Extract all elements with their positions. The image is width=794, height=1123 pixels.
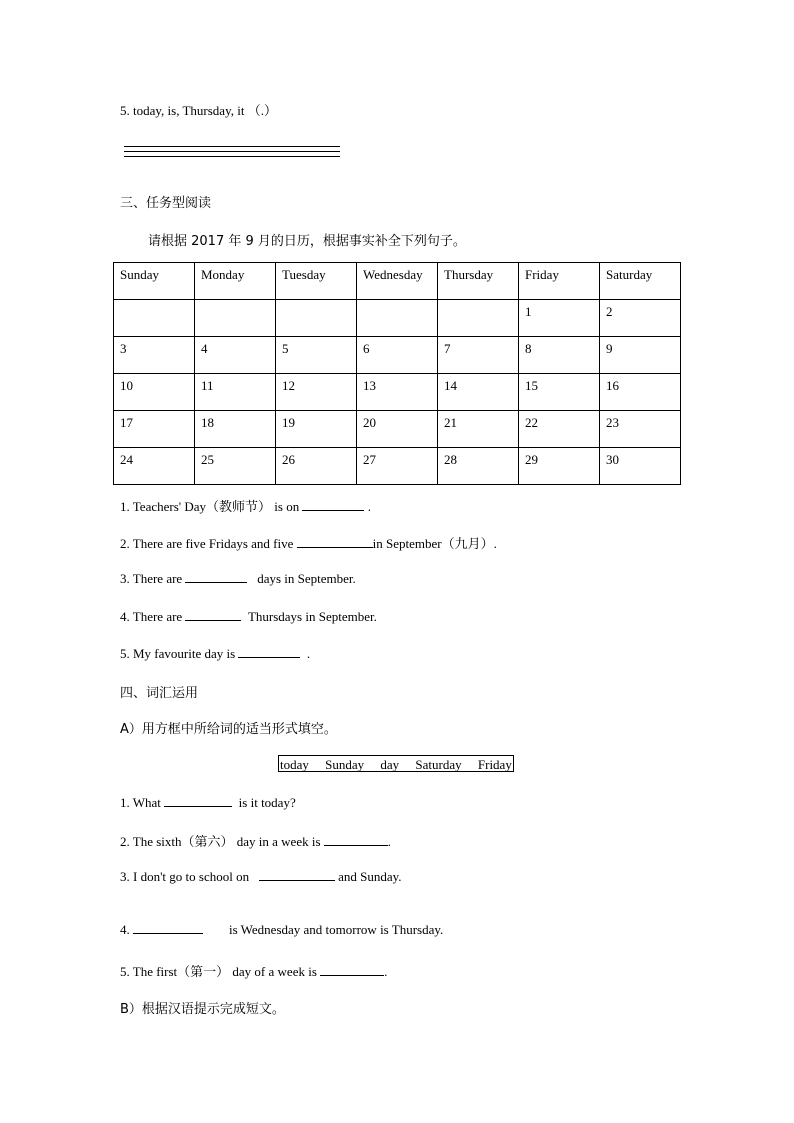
calendar-header-cell: Tuesday	[276, 263, 357, 300]
calendar-header-cell: Friday	[519, 263, 600, 300]
calendar-day-cell: 10	[114, 374, 195, 411]
calendar-week-row	[114, 374, 681, 411]
calendar-header-cell: Monday	[195, 263, 276, 300]
question-5-reorder: 5. today, is, Thursday, it （.）	[120, 103, 277, 118]
s4-question-2	[120, 831, 391, 850]
section-4-part-a: A）用方框中所给词的适当形式填空。	[120, 722, 337, 737]
s3-q2-blank[interactable]	[297, 535, 373, 548]
s3-q4-blank[interactable]	[185, 608, 241, 621]
calendar-day-cell: 20	[357, 411, 438, 448]
calendar-header-cell: Sunday	[114, 263, 195, 300]
s4-q4-blank[interactable]	[133, 921, 203, 934]
calendar-day-cell: 11	[195, 374, 276, 411]
calendar-day-cell: 17	[114, 411, 195, 448]
calendar-week-row	[114, 337, 681, 374]
calendar-day-cell: 6	[357, 337, 438, 374]
s4-question-3	[120, 868, 402, 885]
s3-q3-end: days in September.	[257, 571, 356, 586]
s4-q5-blank[interactable]	[320, 963, 384, 976]
s4-q2-blank[interactable]	[324, 833, 388, 846]
s3-question-3	[120, 570, 356, 587]
calendar-header-cell: Wednesday	[357, 263, 438, 300]
section-4-heading: 四、词汇运用	[120, 686, 199, 701]
calendar-day-cell: 26	[276, 448, 357, 485]
calendar-day-cell: 30	[600, 448, 681, 485]
calendar-header-cell: Thursday	[438, 263, 519, 300]
s4-question-4	[120, 921, 443, 938]
s4-q5-text: 5. The first（第一） day of a week is	[120, 964, 317, 979]
calendar-day-cell: 9	[600, 337, 681, 374]
calendar-day-cell: 19	[276, 411, 357, 448]
calendar-day-cell: 25	[195, 448, 276, 485]
calendar-week-row	[114, 448, 681, 485]
calendar-day-cell: 27	[357, 448, 438, 485]
calendar-day-cell	[357, 300, 438, 337]
s4-question-1	[120, 794, 296, 811]
word-box-item: day	[380, 757, 400, 772]
s3-q1-blank[interactable]	[302, 498, 364, 511]
calendar-day-cell: 24	[114, 448, 195, 485]
s3-q3-text: 3. There are	[120, 571, 183, 586]
calendar-day-cell	[114, 300, 195, 337]
s3-q5-blank[interactable]	[238, 645, 300, 658]
s3-q5-text: 5. My favourite day is	[120, 646, 236, 661]
s3-q1-end: .	[367, 499, 371, 514]
s3-q4-end: Thursdays in September.	[247, 609, 377, 624]
calendar-day-cell: 21	[438, 411, 519, 448]
calendar-day-cell: 22	[519, 411, 600, 448]
calendar-day-cell: 13	[357, 374, 438, 411]
calendar-day-cell	[438, 300, 519, 337]
calendar-day-cell: 2	[600, 300, 681, 337]
calendar-day-cell: 5	[276, 337, 357, 374]
calendar-day-cell: 15	[519, 374, 600, 411]
s3-question-4	[120, 608, 377, 625]
s4-q4-end: is Wednesday and tomorrow is Thursday.	[229, 922, 444, 937]
s3-question-5	[120, 645, 310, 662]
word-box-item: today	[280, 757, 309, 772]
calendar-day-cell: 18	[195, 411, 276, 448]
calendar-day-cell: 28	[438, 448, 519, 485]
word-box-item: Friday	[477, 757, 512, 772]
calendar-header-cell: Saturday	[600, 263, 681, 300]
s4-q1-text: 1. What	[120, 795, 161, 810]
answer-lines	[124, 146, 340, 161]
section-3-heading: 三、任务型阅读	[120, 196, 212, 211]
word-box-item: Sunday	[325, 757, 365, 772]
s3-q2-text: 2. There are five Fridays and five	[120, 536, 294, 551]
s4-q3-blank[interactable]	[259, 868, 335, 881]
calendar-day-cell: 4	[195, 337, 276, 374]
calendar-table	[113, 262, 681, 485]
s4-q1-end: is it today?	[238, 795, 296, 810]
calendar-day-cell: 23	[600, 411, 681, 448]
section-4-part-b: B）根据汉语提示完成短文。	[120, 1002, 285, 1017]
s4-q5-end: .	[384, 964, 388, 979]
s4-q3-text: 3. I don't go to school on	[120, 869, 250, 884]
word-box	[278, 755, 514, 772]
s3-question-2	[120, 533, 497, 552]
s4-q1-blank[interactable]	[164, 794, 232, 807]
s3-q3-blank[interactable]	[185, 570, 247, 583]
s4-q3-end: and Sunday.	[338, 869, 402, 884]
calendar-day-cell: 12	[276, 374, 357, 411]
calendar-day-cell	[195, 300, 276, 337]
calendar-week-row	[114, 300, 681, 337]
s3-q5-end: .	[306, 646, 311, 661]
s4-question-5	[120, 961, 387, 980]
calendar-day-cell: 7	[438, 337, 519, 374]
s4-q2-end: .	[387, 834, 392, 849]
s4-q2-text: 2. The sixth（第六） day in a week is	[120, 834, 321, 849]
calendar-day-cell: 16	[600, 374, 681, 411]
section-3-instruction: 请根据 2017 年 9 月的日历，根据事实补全下列句子。	[148, 234, 466, 249]
word-box-item: Saturday	[415, 757, 462, 772]
s4-q4-text: 4.	[120, 922, 130, 937]
s3-q4-text: 4. There are	[120, 609, 183, 624]
calendar-day-cell: 14	[438, 374, 519, 411]
calendar-week-row	[114, 411, 681, 448]
s3-q1-text: 1. Teachers' Day（教师节） is on	[120, 499, 300, 514]
calendar-day-cell: 3	[114, 337, 195, 374]
calendar-day-cell: 1	[519, 300, 600, 337]
calendar-header-row	[114, 263, 681, 300]
s3-question-1	[120, 496, 371, 515]
calendar-day-cell: 29	[519, 448, 600, 485]
calendar-day-cell: 8	[519, 337, 600, 374]
s3-q2-end: in September（九月）.	[372, 536, 497, 551]
calendar-day-cell	[276, 300, 357, 337]
